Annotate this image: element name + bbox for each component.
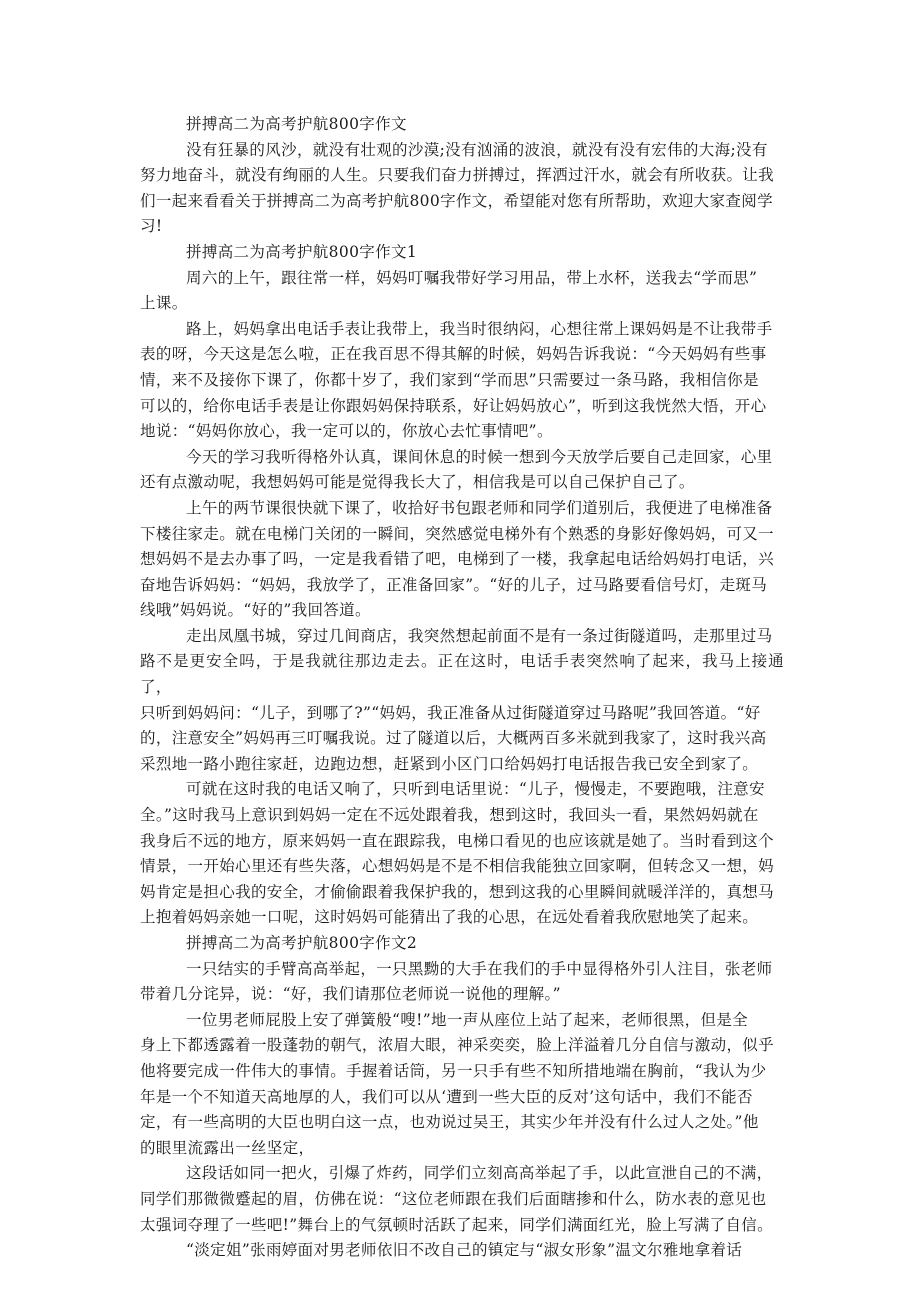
text-line: 想妈妈不是去办事了吗，一定是我看错了吧，电梯到了一楼，我拿起电话给妈妈打电话，兴 — [140, 550, 775, 569]
text-line: 今天的学习我听得格外认真，课间休息的时候一想到今天放学后要自己走回家，心里 — [186, 447, 773, 466]
text-line: 线哦”妈妈说。“好的”我回答道。 — [140, 601, 371, 620]
text-line: 上课。 — [140, 294, 188, 313]
text-line: 可以的，给你电话手表是让你跟妈妈保持联系，好让妈妈放心”，听到这我恍然大悟，开心 — [140, 396, 767, 415]
text-line: 路不是更安全吗，于是我就往那边走去。正在这时，电话手表突然响了起来，我马上接通了， — [140, 652, 784, 697]
text-line: 路上，妈妈拿出电话手表让我带上，我当时很纳闷，心想往常上课妈妈是不让我带手 — [186, 319, 773, 338]
text-line: 我身后不远的地方，原来妈妈一直在跟踪我，电梯口看见的也应该就是她了。当时看到这个 — [140, 831, 775, 850]
section-heading: 拼搏高二为高考护航800字作文1 — [186, 242, 418, 261]
text-line: 太强词夺理了一些吧!”舞台上的气氛顿时活跃了起来，同学们满面红光，脸上写满了自信。 — [140, 1215, 774, 1234]
text-line: 同学们那微微蹙起的眉，仿佛在说：“这位老师跟在我们后面瞎掺和什么，防水表的意见也 — [140, 1189, 767, 1208]
text-line: 情，来不及接你下课了，你都十岁了，我们家到“学而思”只需要过一条马路，我相信你是 — [140, 370, 759, 389]
text-line: 下楼往家走。就在电梯门关闭的一瞬间，突然感觉电梯外有个熟悉的身影好像妈妈，可又一 — [140, 524, 775, 543]
text-line: 习! — [140, 217, 163, 236]
text-line: 努力地奋斗，就没有绚丽的人生。只要我们奋力拼搏过，挥洒过汗水，就会有所收获。让我 — [140, 166, 775, 185]
text-line: 上午的两节课很快就下课了，收拾好书包跟老师和同学们道别后，我便进了电梯准备 — [186, 498, 773, 517]
text-line: 采烈地一路小跑往家赶，边跑边想，赶紧到小区门口给妈妈打电话报告我已安全到家了。 — [140, 754, 759, 773]
section-heading: 拼搏高二为高考护航800字作文2 — [186, 934, 418, 952]
text-line: 一只结实的手臂高高举起，一只黑黝的大手在我们的手中显得格外引人注目，张老师 — [186, 959, 773, 978]
text-line: 走出凤凰书城，穿过几间商店，我突然想起前面不是有一条过街隧道吗，走那里过马 — [186, 626, 773, 645]
text-line: “淡定姐”张雨婷面对男老师依旧不改自己的镇定与“淑女形象”温文尔雅地拿着话 — [186, 1241, 743, 1260]
text-line: 的，注意安全”妈妈再三叮嘱我说。过了隧道以后，大概两百多米就到我家了，这时我兴高 — [140, 729, 767, 748]
text-line: 带着几分诧异，说：“好，我们请那位老师说一说他的理解。” — [140, 985, 561, 1004]
text-line: 没有狂暴的风沙，就没有壮观的沙漠;没有汹涌的波浪，就没有没有宏伟的大海;没有 — [186, 140, 768, 159]
text-line: 这段话如同一把火，引爆了炸药，同学们立刻高高举起了手，以此宣泄自己的不满， — [186, 1164, 773, 1183]
text-line: 上抱着妈妈亲她一口呢，这时妈妈可能猜出了我的心思，在远处看着我欣慰地笑了起来。 — [140, 908, 759, 927]
text-line: 身上下都透露着一股蓬勃的朝气，浓眉大眼，神采奕奕，脸上洋溢着几分自信与激动，似乎 — [140, 1036, 775, 1055]
text-line: 全。”这时我马上意识到妈妈一定在不远处跟着我，想到这时，我回头一看，果然妈妈就在 — [140, 806, 759, 825]
text-line: 地说：“妈妈你放心，我一定可以的，你放心去忙事情吧”。 — [140, 422, 553, 441]
text-line: 他将要完成一件伟大的事情。手握着话筒，另一只手有些不知所措地端在胸前，“我认为少 — [140, 1061, 767, 1080]
section-heading: 拼搏高二为高考护航800字作文 — [186, 115, 407, 133]
text-line: 年是一个不知道天高地厚的人，我们可以从‘遭到一些大臣的反对’这句话中，我们不能否 — [140, 1087, 753, 1106]
text-line: 奋地告诉妈妈：“妈妈，我放学了，正准备回家”。“好的儿子，过马路要看信号灯，走斑马 — [140, 575, 768, 594]
text-line: 表的呀，今天这是怎么啦，正在我百思不得其解的时候，妈妈告诉我说：“今天妈妈有些事 — [140, 345, 767, 364]
text-line: 一位男老师屁股上安了弹簧般“嗖!”地一声从座位上站了起来，老师很黑，但是全 — [186, 1010, 749, 1029]
document-body — [140, 112, 784, 1264]
text-line: 还有点激动呢，我想妈妈可能是觉得我长大了，相信我是可以自己保护自己了。 — [140, 473, 695, 492]
text-line: 周六的上午，跟往常一样，妈妈叮嘱我带好学习用品，带上水杯，送我去“学而思” — [186, 268, 758, 287]
text-line: 妈肯定是担心我的安全，才偷偷跟着我保护我的，想到这我的心里瞬间就暖洋洋的，真想马 — [140, 882, 775, 901]
text-line: 只听到妈妈问：“儿子，到哪了?”“妈妈，我正准备从过街隧道穿过马路呢”我回答道。“好 — [140, 703, 761, 722]
text-line: 情景，一开始心里还有些失落，心想妈妈是不是不相信我能独立回家啊，但转念又一想，妈 — [140, 857, 775, 876]
text-line: 定，有一些高明的大臣也明白这一点，也劝说过吴王，其实少年并没有什么过人之处。”他 — [140, 1113, 759, 1132]
text-line: 可就在这时我的电话又响了，只听到电话里说：“儿子，慢慢走，不要跑哦，注意安 — [186, 780, 765, 799]
text-line: 的眼里流露出一丝坚定， — [140, 1138, 315, 1157]
text-line: 们一起来看看关于拼搏高二为高考护航800字作文，希望能对您有所帮助，欢迎大家查阅学 — [140, 191, 773, 210]
